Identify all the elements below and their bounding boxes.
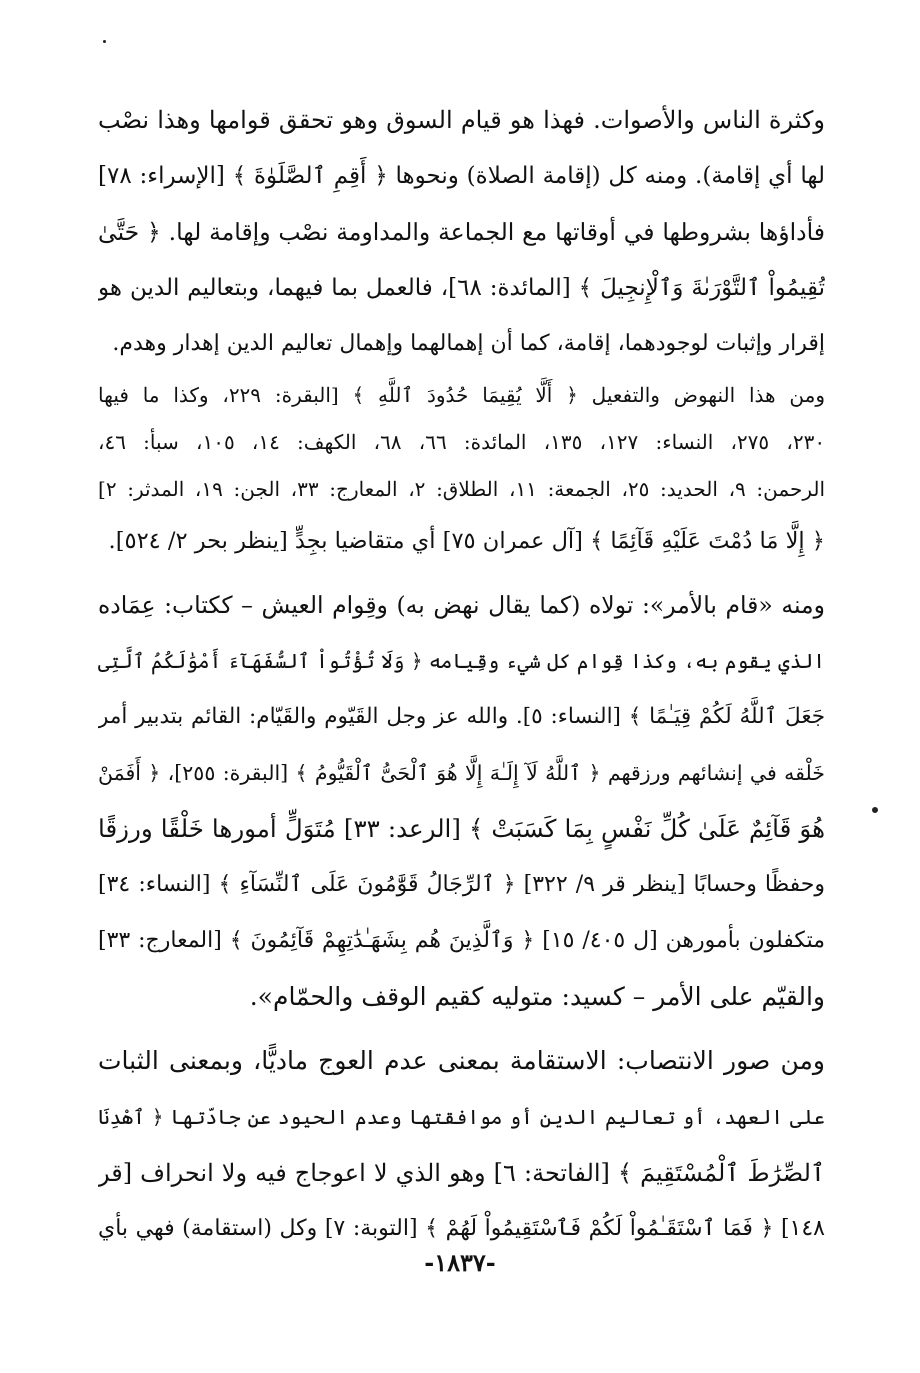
text-line: متكفلون بأمورهن [ل ٤٠٥/ ١٥] ﴿ وَٱلَّذِينَ هُم بِشَهَـٰدَٰتِهِمْ قَآئِمُونَ ﴾ [المعارج: ٣٣] — [98, 928, 825, 953]
text-line: وكثرة الناس والأصوات. فهذا هو قيام السوق وهو تحقق قوامها وهذا نصْب — [98, 106, 825, 134]
text-line: تُقِيمُواْ ٱلتَّوْرَىٰةَ وَٱلْإِنجِيلَ ﴾ [المائدة: ٦٨]، فالعمل بما فيهما، وبتعاليم الدين هو — [98, 275, 825, 301]
text-line: وحفظًا وحسابًا [ينظر قر ٩/ ٣٢٢] ﴿ ٱلرِّجَالُ قَوَّٰمُونَ عَلَى ٱلنِّسَآءِ ﴾ [النساء: ٣٤] — [98, 872, 825, 897]
text-line: الرحمن: ٩، الحديد: ٢٥، الجمعة: ١١، الطلاق: ٢، المعارج: ٣٣، الجن: ١٩، المدثر: ٢] — [98, 477, 825, 501]
text-line: ﴿ إِلَّا مَا دُمْتَ عَلَيْهِ قَآئِمًا ﴾ [آل عمران ٧٥] أي متقاضيا بجِدٍّ [ينظر بحر ٢/ ٥٢٤]. — [108, 528, 825, 554]
text-line: هُوَ قَآئِمٌ عَلَىٰ كُلِّ نَفْسٍ بِمَا كَسَبَتْ ﴾ [الرعد: ٣٣] مُتَوَلٍّ أمورها خَلْقًا ورزقًا — [98, 814, 825, 843]
text-line: ومنه «قام بالأمر»: تولاه (كما يقال نهض به) وقِوام العيش – ككتاب: عِمَاده — [98, 591, 825, 619]
text-line: ٢٣٠، ٢٧٥، النساء: ١٢٧، ١٣٥، المائدة: ٦٦، ٦٨، الكهف: ١٤، ١٠٥، سبأ: ٤٦، — [98, 430, 825, 454]
speck-top — [103, 40, 106, 43]
text-line: جَعَلَ ٱللَّهُ لَكُمْ قِيَـٰمًا ﴾ [النساء: ٥]. والله عز وجل القَيّوم والقَيّام: القائم بتدبير أمر — [98, 704, 825, 729]
text-line: ومن صور الانتصاب: الاستقامة بمعنى عدم العوج ماديًّا، وبمعنى الثبات — [98, 1046, 825, 1075]
page-text — [98, 92, 825, 1257]
text-line: ومن هذا النهوض والتفعيل ﴿ أَلَّا يُقِيمَا حُدُودَ ٱللَّهِ ﴾ [البقرة: ٢٢٩، وكذا ما فيها — [98, 383, 825, 407]
text-line: على العهد، أو تعاليم الدين أو موافقتها وعدم الحيود عن جادّتها ﴿ ٱهْدِنَا — [98, 1105, 825, 1129]
text-line: إقرار وإثبات لوجودهما، إقامة، كما أن إهمالهما وإهمال تعاليم الدين إهدار وهدم. — [112, 331, 825, 356]
text-line: ١٤٨] ﴿ فَمَا ٱسْتَقَـٰمُواْ لَكُمْ فَٱسْتَقِيمُواْ لَهُمْ ﴾ [التوبة: ٧] وكل (استقامة) فهي بأي — [98, 1216, 825, 1241]
text-line: لها أي إقامة). ومنه كل (إقامة الصلاة) ونحوها ﴿ أَقِمِ ٱلصَّلَوٰةَ ﴾ [الإسراء: ٧٨] — [98, 163, 825, 189]
text-line: خَلْقه في إنشائهم ورزقهم ﴿ ٱللَّهُ لَآ إِلَـٰهَ إِلَّا هُوَ ٱلْحَىُّ ٱلْقَيُّومُ ﴾ [البقرة: ٢٥٥]، ﴿ أَفَمَنْ — [98, 761, 825, 785]
text-line: فأداؤها بشروطها في أوقاتها مع الجماعة والمداومة نصْب وإقامة لها. ﴿ حَتَّىٰ — [98, 218, 825, 246]
text-line: ٱلصِّرَٰطَ ٱلْمُسْتَقِيمَ ﴾ [الفاتحة: ٦] وهو الذي لا اعوجاج فيه ولا انحراف [قر — [98, 1159, 825, 1187]
text-line: والقيّم على الأمر – كسيد: متوليه كقيم الوقف والحمّام». — [249, 982, 825, 1011]
speck-margin — [872, 807, 878, 813]
page-number: -١٨٣٧- — [424, 1248, 496, 1277]
text-line: الذي يقوم به، وكذا قِوام كل شيء وقِيامه ﴿ وَلَا تُؤْتُواْ ٱلسُّفَهَآءَ أَمْوَٰلَكُمُ ٱلَّتِى — [98, 649, 825, 673]
